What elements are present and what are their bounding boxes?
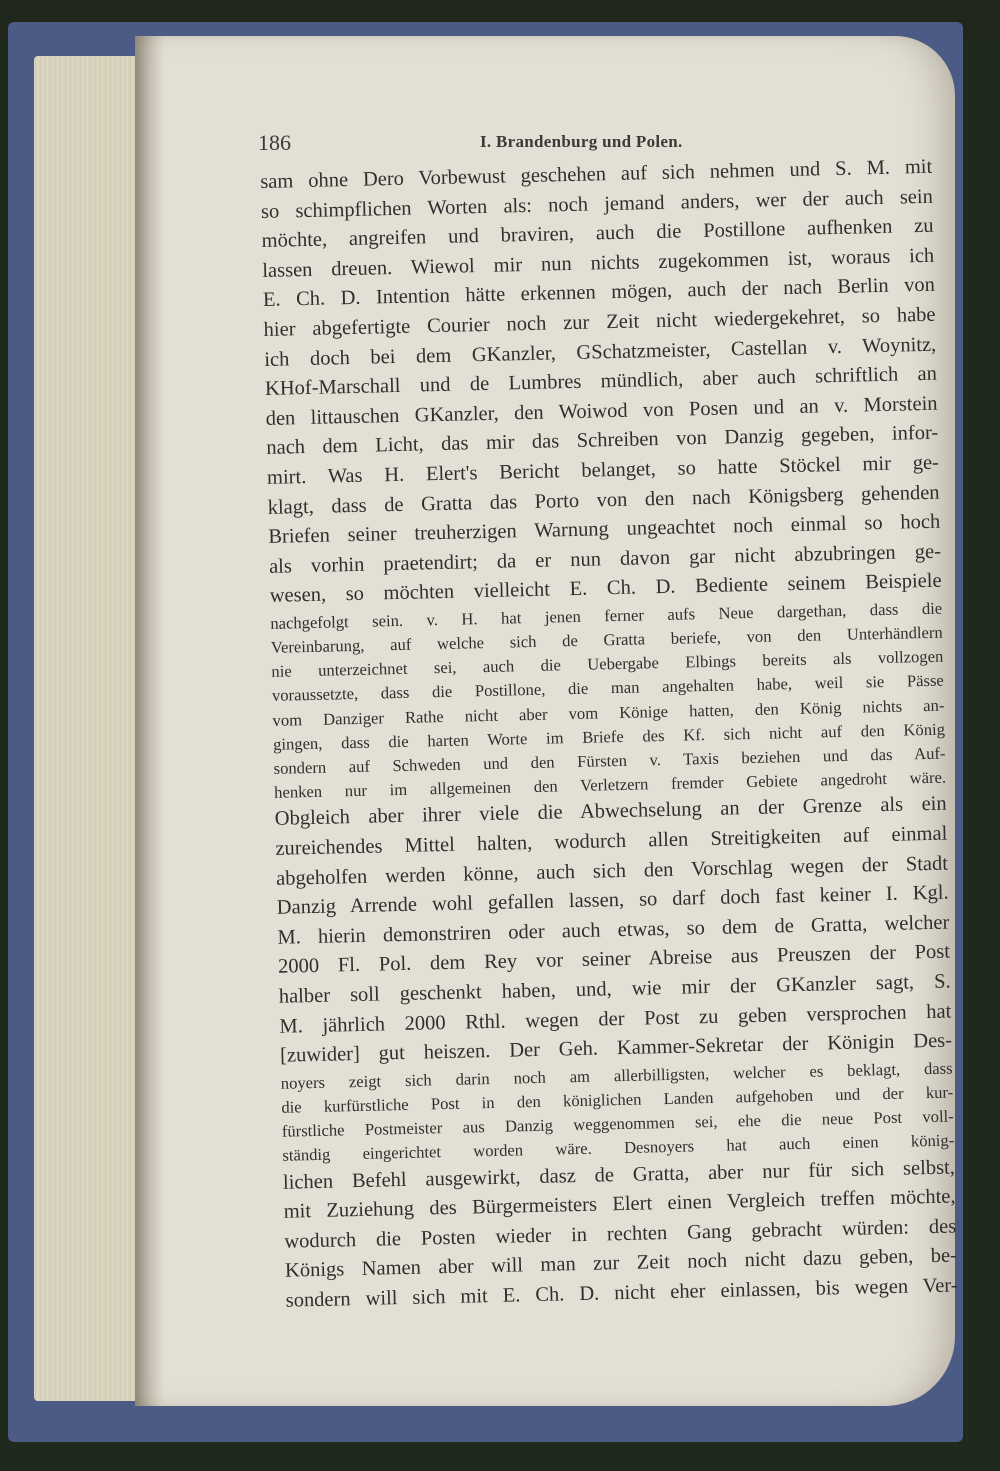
text-line: voraussetzte, dass die Postillone, die man angehalten habe, weil sie Pässe	[271, 671, 945, 706]
text-line: sam ohne Dero Vorbewust geschehen auf sich nehmen und S. M. mit	[260, 155, 933, 193]
text-line: als vorhin praetendirt; da er nun davon gar nicht abzubringen ge-	[268, 540, 942, 578]
text-line: mirt. Was H. Elert's Bericht belanget, so hatte Stöckel mir ge-	[266, 451, 940, 489]
text-line: Danzig Arrende wohl gefallen lassen, so darf doch fast keiner I. Kgl.	[276, 881, 949, 919]
text-line: fürstliche Postmeister aus Danzig weggenommen sei, ehe die neue Post voll-	[281, 1106, 954, 1141]
text-line: M. hierin demonstriren oder auch etwas, so dem de Gratta, welcher	[277, 911, 950, 949]
gutter-shadow	[135, 36, 165, 1406]
running-head: I. Brandenburg und Polen.	[480, 132, 683, 151]
text-line: 2000 Fl. Pol. dem Rey vor seiner Abreise aus Preuszen der Post	[277, 940, 951, 979]
text-line: abgeholfen werden könne, auch sich den Vorschlag wegen der Stadt	[275, 852, 949, 890]
text-line: nachgefolgt sein. v. H. hat jenen ferner aufs Neue dargethan, dass die	[270, 598, 943, 633]
text-line: halber soll geschenkt haben, und, wie mir der GKanzler sagt, S.	[278, 970, 951, 1008]
page-header	[258, 128, 858, 158]
text-line: nie unterzeichnet sei, auch die Uebergabe Elbings bereits als vollzogen	[271, 646, 944, 682]
text-line: den littauschen GKanzler, den Woiwod von Posen und an v. Morstein	[265, 392, 938, 430]
text-line: hier abgefertigte Courier noch zur Zeit nicht wiedergekehret, so habe	[263, 303, 936, 341]
text-line: so schimpflichen Worten als: noch jemand anders, wer der auch sein	[260, 185, 934, 223]
text-line: Königs Namen aber will man zur Zeit noch nicht dazu geben, be-	[284, 1244, 958, 1282]
text-line: möchte, angreifen und braviren, auch die Postillone aufhenken zu	[261, 214, 934, 253]
text-line: wesen, so möchten vielleicht E. Ch. D. Bediente seinem Beispiele	[269, 569, 942, 608]
text-line: gingen, dass die harten Worte im Briefe des Kf. sich nicht auf den König	[272, 719, 946, 754]
text-line: M. jährlich 2000 Rthl. wegen der Post zu geben versprochen hat	[279, 1000, 952, 1038]
text-line: vom Danziger Rathe nicht aber vom Könige hatten, den König nichts an-	[272, 695, 945, 730]
text-line: lichen Befehl ausgewirkt, dasz de Gratta, aber nur für sich selbst,	[282, 1155, 956, 1194]
body-text	[260, 153, 958, 1316]
text-line: lassen dreuen. Wiewol mir nun nichts zugekommen ist, woraus ich	[262, 244, 935, 282]
text-line: KHof-Marschall und de Lumbres mündlich, aber auch schriftlich an	[264, 362, 938, 401]
text-line: ständig eingerichtet worden wäre. Desnoyers hat auch einen könig-	[282, 1130, 955, 1166]
page-number: 186	[258, 130, 291, 155]
text-line: sondern auf Schweden und den Fürsten v. Taxis beziehen und das Auf-	[273, 743, 946, 778]
text-line: Obgleich aber ihrer viele die Abwechselung an der Grenze als ein	[274, 792, 947, 831]
text-line: Vereinbarung, auf welche sich de Gratta beriefe, von den Unterhändlern	[270, 622, 943, 657]
text-line: ich doch bei dem GKanzler, GSchatzmeister, Castellan v. Woynitz,	[264, 333, 937, 371]
text-line: wodurch die Posten wieder in rechten Gang gebracht würden: des	[284, 1215, 957, 1253]
text-line: mit Zuziehung des Bürgermeisters Elert einen Vergleich treffen möchte,	[283, 1185, 956, 1223]
text-line: die kurfürstliche Post in den königlichen Landen aufgehoben und der kur-	[281, 1082, 954, 1117]
text-line: [zuwider] gut heiszen. Der Geh. Kammer-Sekretar der Königin Des-	[279, 1029, 953, 1067]
text-line: nach dem Licht, das mir das Schreiben von Danzig gegeben, infor-	[266, 422, 939, 460]
text-line: noyers zeigt sich darin noch am allerbilligsten, welcher es beklagt, dass	[280, 1058, 953, 1093]
text-line: E. Ch. D. Intention hätte erkennen mögen, auch der nach Berlin von	[262, 274, 936, 312]
text-line: sondern will sich mit E. Ch. D. nicht eher einlassen, bis wegen Ver-	[285, 1274, 958, 1312]
text-line: klagt, dass de Gratta das Porto von den nach Königsberg gehenden	[267, 481, 940, 519]
text-line: Briefen seiner treuherzigen Warnung ungeachtet noch einmal so hoch	[268, 510, 941, 549]
text-line: zureichendes Mittel halten, wodurch allen Streitigkeiten auf einmal	[275, 822, 948, 860]
text-line: henken nur im allgemeinen den Verletzern fremder Gebiete angedroht wäre.	[273, 767, 947, 803]
